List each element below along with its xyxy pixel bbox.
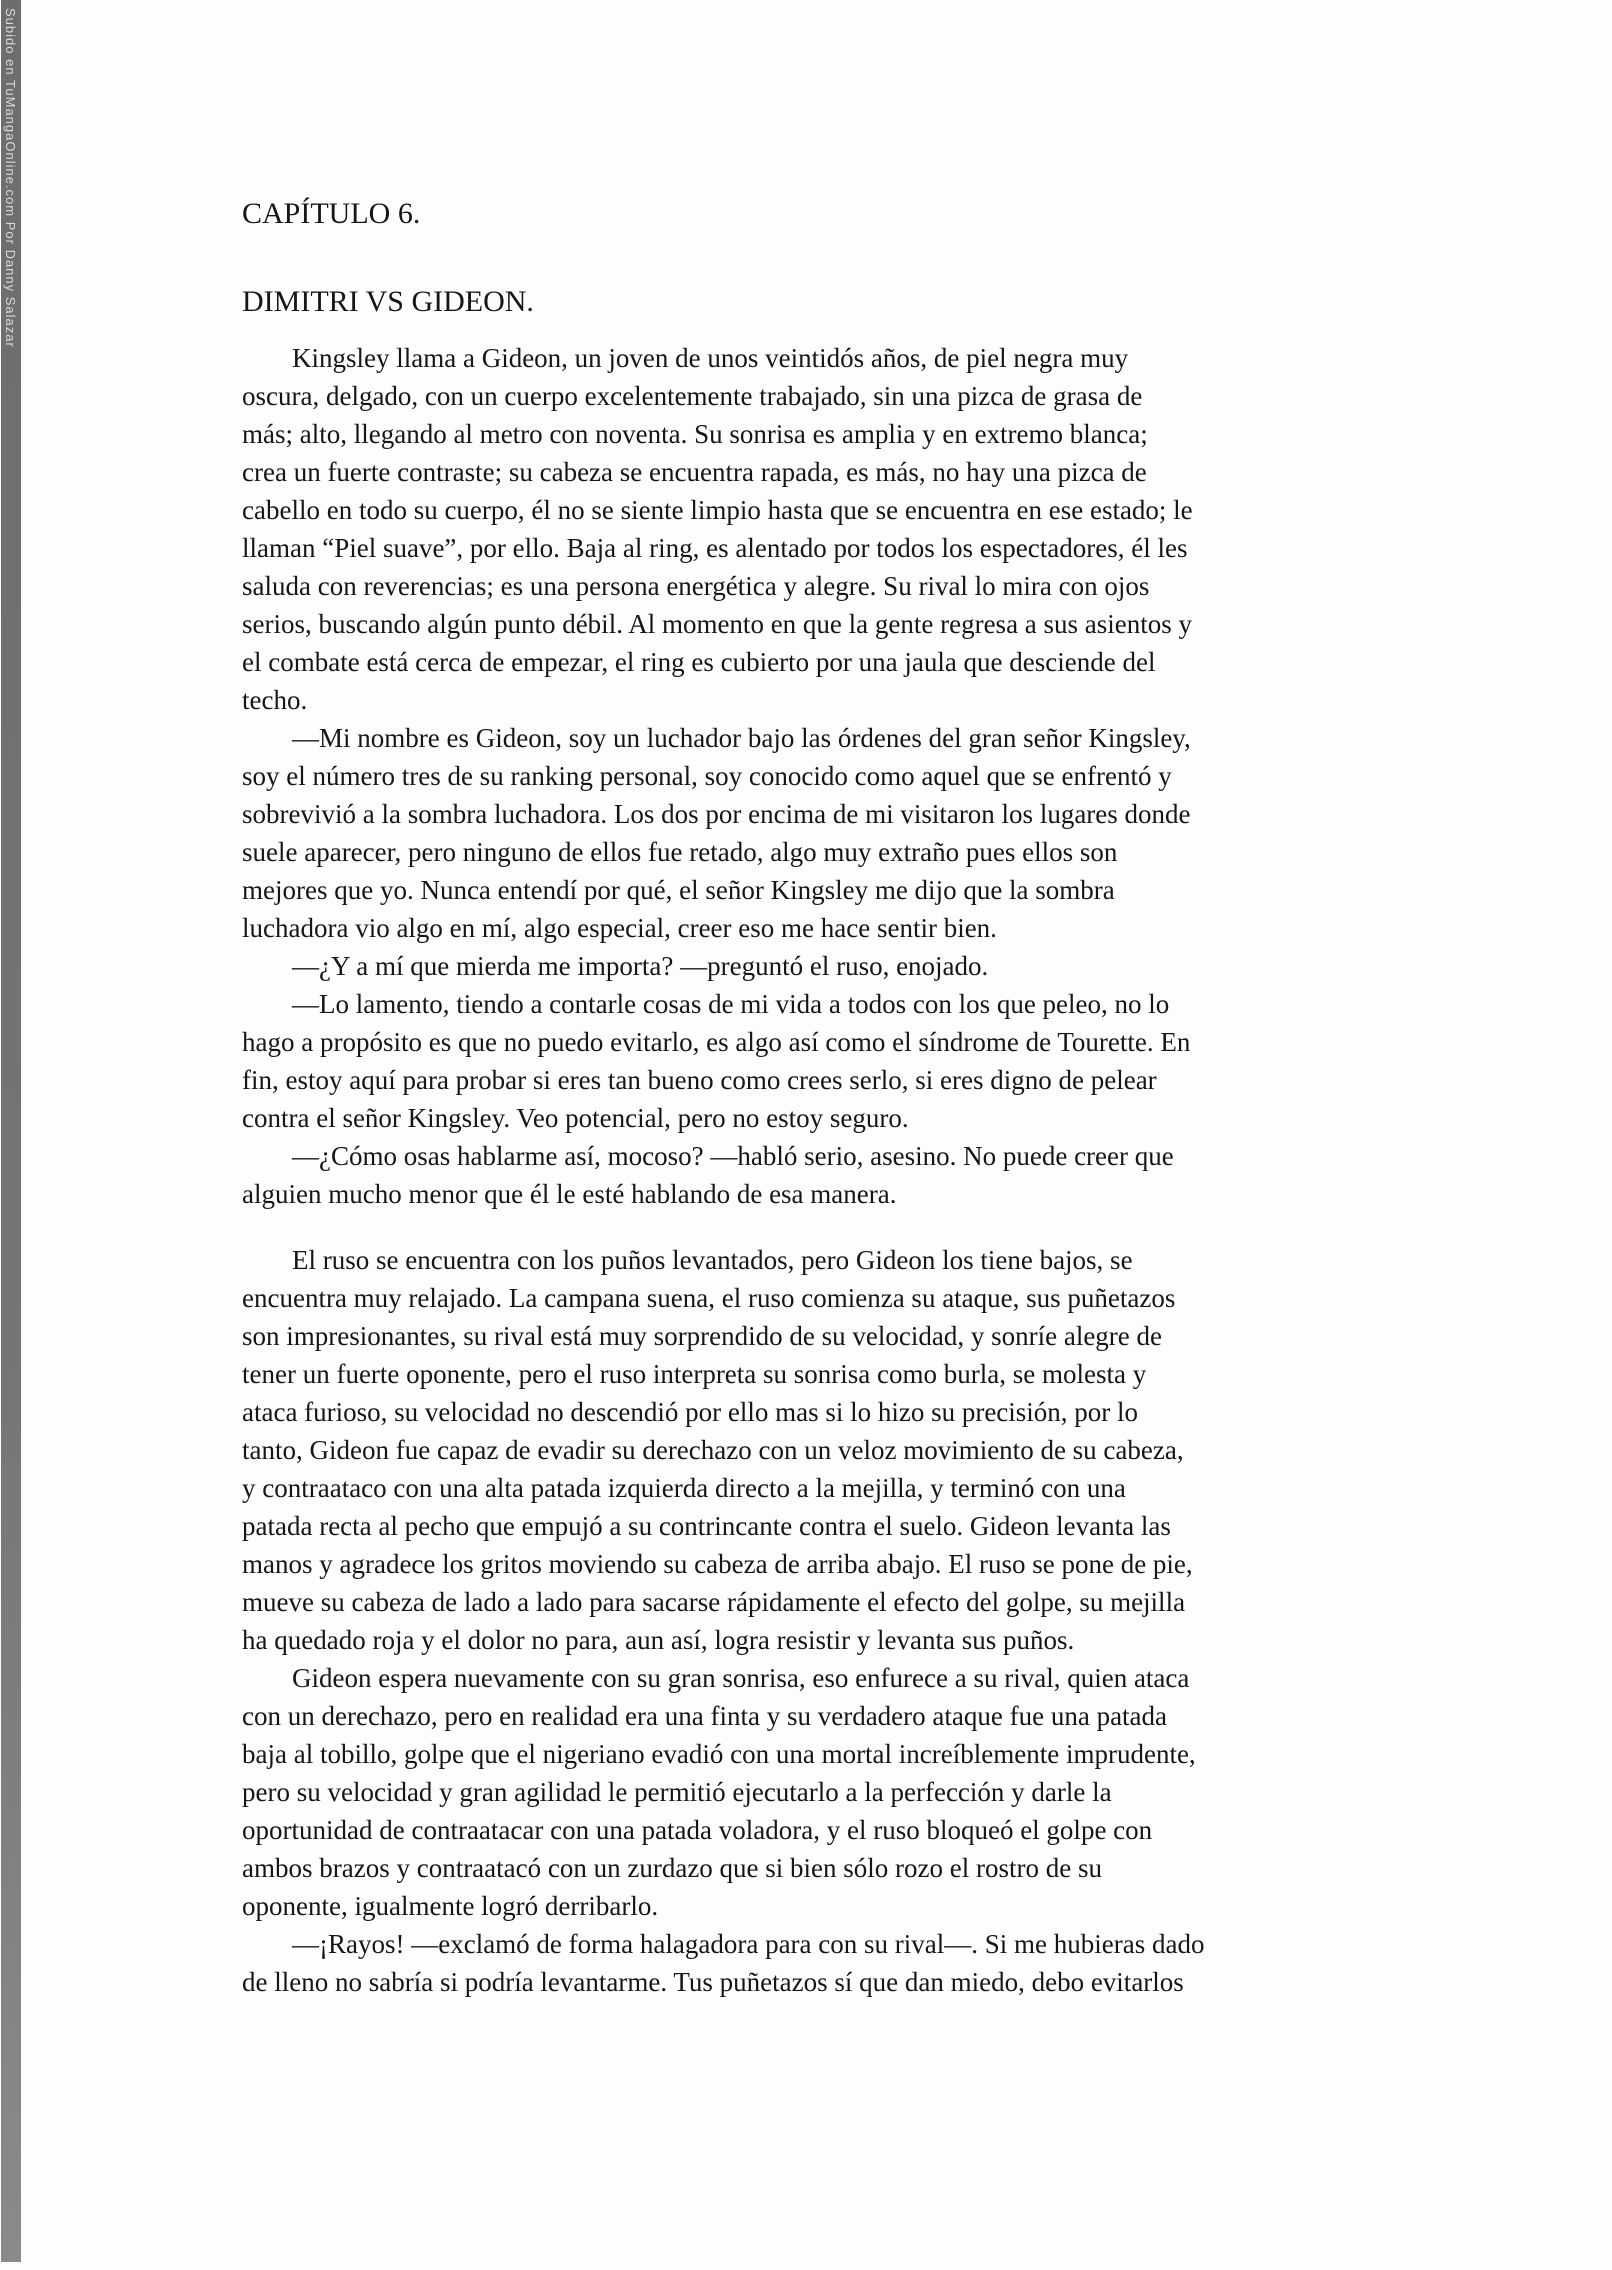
text-line: y contraataco con una alta patada izquierda directo a la mejilla, y terminó con una — [242, 1473, 1126, 1503]
paragraph — [242, 1241, 1422, 1659]
paragraph — [242, 985, 1422, 1137]
text-line: patada recta al pecho que empujó a su contrincante contra el suelo. Gideon levanta las — [242, 1511, 1171, 1541]
paragraph — [242, 947, 1422, 985]
text-line: alguien mucho menor que él le esté hablando de esa manera. — [242, 1179, 897, 1209]
text-line: —¡Rayos! —exclamó de forma halagadora para con su rival—. Si me hubieras dado — [292, 1929, 1205, 1959]
watermark-text: Subido en TuMangaOnline.com Por Danny Salazar — [3, 8, 18, 348]
text-line: ambos brazos y contraatacó con un zurdazo que si bien sólo rozo el rostro de su — [242, 1853, 1102, 1883]
page-content — [242, 195, 1422, 2001]
text-body — [242, 339, 1422, 2001]
text-line: ataca furioso, su velocidad no descendió por ello mas si lo hizo su precisión, por lo — [242, 1397, 1139, 1427]
text-line: oportunidad de contraatacar con una patada voladora, y el ruso bloqueó el golpe con — [242, 1815, 1153, 1845]
text-line: ha quedado roja y el dolor no para, aun así, logra resistir y levanta sus puños. — [242, 1625, 1075, 1655]
text-line: Kingsley llama a Gideon, un joven de unos veintidós años, de piel negra muy — [292, 343, 1129, 373]
text-line: encuentra muy relajado. La campana suena, el ruso comienza su ataque, sus puñetazos — [242, 1283, 1176, 1313]
text-line: tanto, Gideon fue capaz de evadir su derechazo con un veloz movimiento de su cabeza, — [242, 1435, 1184, 1465]
chapter-subtitle: DIMITRI VS GIDEON. — [242, 285, 534, 318]
paragraph — [242, 1925, 1422, 2001]
text-line: contra el señor Kingsley. Veo potencial, pero no estoy seguro. — [242, 1103, 909, 1133]
text-line: fin, estoy aquí para probar si eres tan bueno como crees serlo, si eres digno de pelear — [242, 1065, 1157, 1095]
text-line: son impresionantes, su rival está muy sorprendido de su velocidad, y sonríe alegre de — [242, 1321, 1163, 1351]
text-line: oponente, igualmente logró derribarlo. — [242, 1891, 659, 1921]
paragraph — [242, 1137, 1422, 1213]
text-line: tener un fuerte oponente, pero el ruso interpreta su sonrisa como burla, se molesta y — [242, 1359, 1147, 1389]
text-line: Gideon espera nuevamente con su gran sonrisa, eso enfurece a su rival, quien ataca — [292, 1663, 1190, 1693]
text-line: mueve su cabeza de lado a lado para sacarse rápidamente el efecto del golpe, su mejilla — [242, 1587, 1186, 1617]
text-line: suele aparecer, pero ninguno de ellos fue retado, algo muy extraño pues ellos son — [242, 837, 1118, 867]
text-line: pero su velocidad y gran agilidad le permitió ejecutarlo a la perfección y darle la — [242, 1777, 1112, 1807]
text-line: manos y agradece los gritos moviendo su cabeza de arriba abajo. El ruso se pone de pie, — [242, 1549, 1193, 1579]
text-line: serios, buscando algún punto débil. Al momento en que la gente regresa a sus asientos y — [242, 609, 1193, 639]
text-line: saluda con reverencias; es una persona energética y alegre. Su rival lo mira con ojos — [242, 571, 1150, 601]
text-line: El ruso se encuentra con los puños levantados, pero Gideon los tiene bajos, se — [292, 1245, 1133, 1275]
text-line: luchadora vio algo en mí, algo especial, creer eso me hace sentir bien. — [242, 913, 997, 943]
text-line: el combate está cerca de empezar, el ring es cubierto por una jaula que desciende del — [242, 647, 1156, 677]
text-line: soy el número tres de su ranking personal, soy conocido como aquel que se enfrentó y — [242, 761, 1172, 791]
text-line: sobrevivió a la sombra luchadora. Los dos por encima de mi visitaron los lugares donde — [242, 799, 1191, 829]
text-line: —Mi nombre es Gideon, soy un luchador bajo las órdenes del gran señor Kingsley, — [292, 723, 1191, 753]
text-line: llaman “Piel suave”, por ello. Baja al ring, es alentado por todos los espectadores, él les — [242, 533, 1188, 563]
text-line: oscura, delgado, con un cuerpo excelentemente trabajado, sin una pizca de grasa de — [242, 381, 1143, 411]
text-line: —¿Y a mí que mierda me importa? —preguntó el ruso, enojado. — [292, 951, 989, 981]
paragraph — [242, 339, 1422, 719]
text-line: —Lo lamento, tiendo a contarle cosas de mi vida a todos con los que peleo, no lo — [292, 989, 1170, 1019]
text-line: de lleno no sabría si podría levantarme. Tus puñetazos sí que dan miedo, debo evitarlos — [242, 1967, 1184, 1997]
text-line: crea un fuerte contraste; su cabeza se encuentra rapada, es más, no hay una pizca de — [242, 457, 1147, 487]
text-line: cabello en todo su cuerpo, él no se siente limpio hasta que se encuentra en ese estado; le — [242, 495, 1193, 525]
text-line: mejores que yo. Nunca entendí por qué, el señor Kingsley me dijo que la sombra — [242, 875, 1115, 905]
chapter-heading: CAPÍTULO 6. — [242, 197, 421, 230]
text-line: hago a propósito es que no puedo evitarlo, es algo así como el síndrome de Tourette. En — [242, 1027, 1191, 1057]
paragraph — [242, 719, 1422, 947]
text-line: baja al tobillo, golpe que el nigeriano evadió con una mortal increíblemente imprudente, — [242, 1739, 1196, 1769]
text-line: —¿Cómo osas hablarme así, mocoso? —habló serio, asesino. No puede creer que — [292, 1141, 1174, 1171]
paragraph — [242, 1659, 1422, 1925]
text-line: más; alto, llegando al metro con noventa. Su sonrisa es amplia y en extremo blanca; — [242, 419, 1148, 449]
watermark-strip — [1, 0, 21, 2262]
text-line: con un derechazo, pero en realidad era una finta y su verdadero ataque fue una patada — [242, 1701, 1168, 1731]
text-line: techo. — [242, 685, 308, 715]
